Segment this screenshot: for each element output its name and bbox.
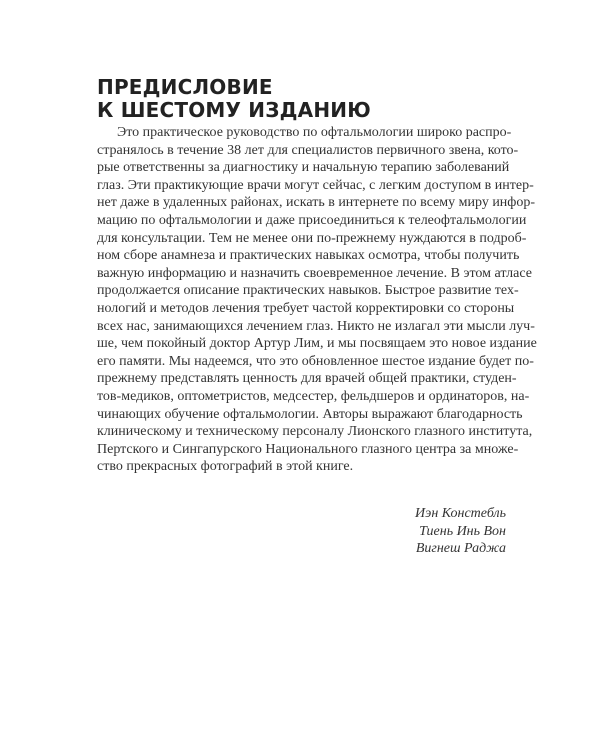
title-line-2: К ШЕСТОМУ ИЗДАНИЮ: [97, 98, 371, 122]
text-line: важную информацию и назначить своевременное лечение. В этом атласе: [97, 265, 532, 281]
text-line: мацию по офтальмологии и даже присоединиться к телеофтальмологии: [97, 212, 527, 228]
text-line: для консультации. Тем не менее они по-прежнему нуждаются в подроб-: [97, 230, 527, 246]
author-signature: Иэн Констебль: [415, 506, 506, 521]
text-line: рые ответственны за диагностику и начальную терапию заболеваний: [97, 160, 510, 176]
text-line: тов-медиков, оптометристов, медсестер, фельдшеров и ординаторов, на-: [97, 388, 530, 404]
text-line: ном сборе анамнеза и практических навыках осмотра, чтобы получить: [97, 248, 520, 264]
text-line: нет даже в удаленных районах, искать в интернете по всему миру инфор-: [97, 195, 536, 211]
text-line: ше, чем покойный доктор Артур Лим, и мы посвящаем это новое издание: [97, 336, 537, 352]
preface-body: [97, 124, 537, 476]
text-line: нологий и методов лечения требует частой корректировки со стороны: [97, 300, 515, 316]
text-line: Это практическое руководство по офтальмологии широко распро-: [117, 125, 512, 140]
signatures: [415, 505, 506, 558]
text-line: чинающих обучение офтальмологии. Авторы выражают благодарность: [97, 406, 523, 422]
text-line: глаз. Эти практикующие врачи могут сейчас, с легким доступом в интер-: [97, 177, 534, 193]
text-line: клиническому и техническому персоналу Лионского глазного института,: [97, 424, 533, 440]
author-signature: Вигнеш Раджа: [415, 541, 506, 556]
title-line-1: ПРЕДИСЛОВИЕ: [97, 75, 273, 99]
author-signature: Тиень Инь Вон: [419, 523, 506, 539]
text-line: его памяти. Мы надеемся, что это обновленное шестое издание будет по-: [97, 353, 534, 369]
text-line: продолжается описание практических навыков. Быстрое развитие тех-: [97, 283, 519, 299]
text-line: Пертского и Сингапурского Национального глазного центра за множе-: [97, 441, 519, 457]
text-line: прежнему представлять ценность для врачей общей практики, студен-: [97, 371, 517, 387]
page-title: [97, 76, 371, 122]
text-line: ство прекрасных фотографий в этой книге.: [97, 459, 354, 475]
text-line: всех нас, занимающихся лечением глаз. Никто не излагал эти мысли луч-: [97, 318, 535, 334]
text-line: странялось в течение 38 лет для специалистов первичного звена, кото-: [97, 142, 519, 158]
